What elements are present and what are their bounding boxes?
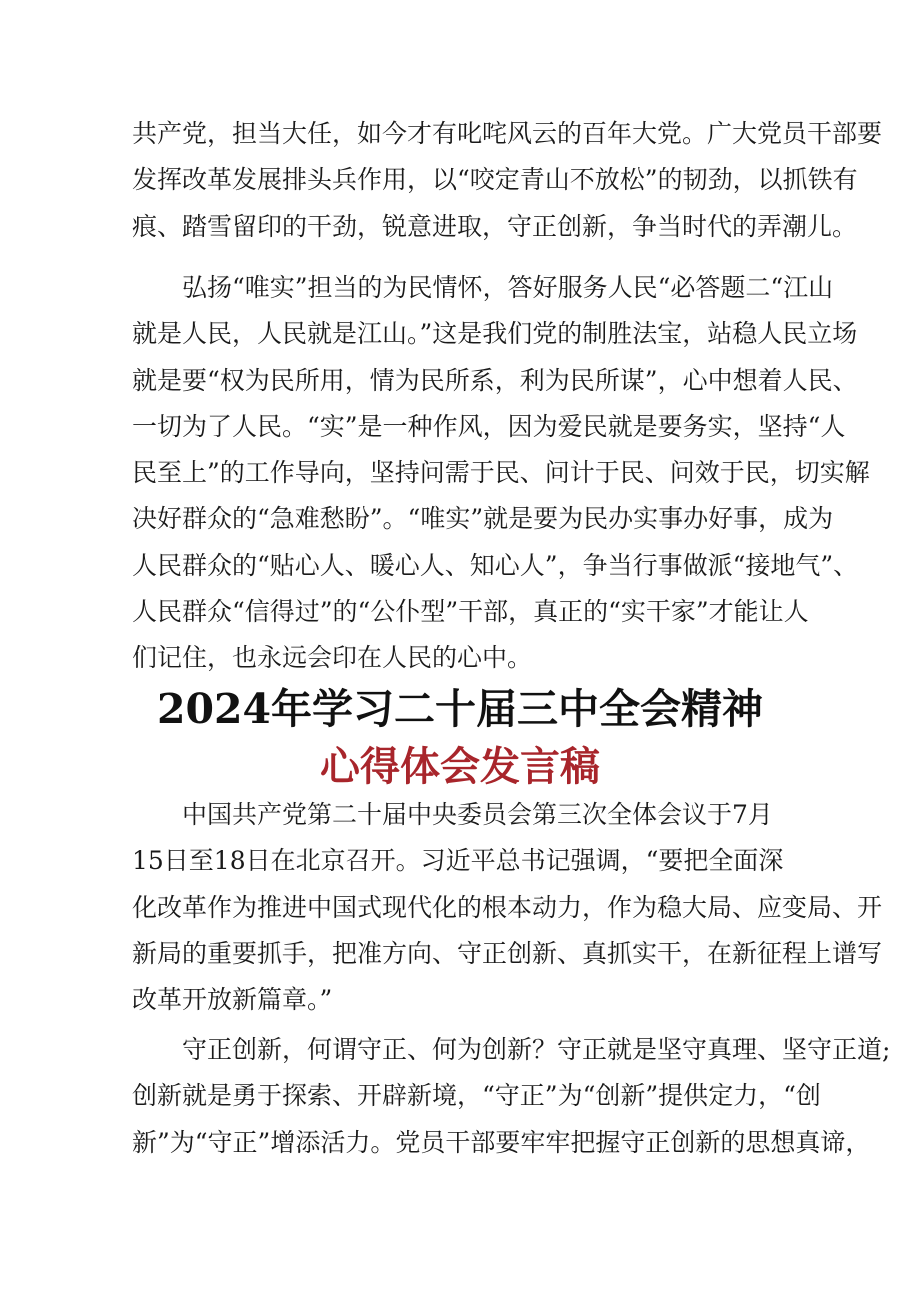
text-line: 发挥改革发展排头兵作用，以“咬定青山不放松”的韧劲，以抓铁有 bbox=[132, 165, 858, 195]
paragraph-1 bbox=[132, 111, 883, 250]
text-line: 共产党，担当大任，如今才有叱咤风云的百年大党。广大党员干部要 bbox=[132, 119, 883, 148]
text-line: 新”为“守正”增添活力。党员干部要牢牢把握守正创新的思想真谛， bbox=[132, 1127, 871, 1157]
text-line: 化改革作为推进中国式现代化的根本动力，作为稳大局、应变局、开 bbox=[132, 892, 883, 922]
text-line: 民至上”的工作导向，坚持问需于民、问计于民、问效于民，切实解 bbox=[132, 458, 870, 488]
text-line: 新局的重要抓手，把准方向、守正创新、真抓实干，在新征程上谱写 bbox=[132, 938, 883, 968]
text-line: 决好群众的“急难愁盼”。“唯实”就是要为民办实事办好事，成为 bbox=[132, 504, 834, 534]
text-line: 人民群众“信得过”的“公仆型”干部，真正的“实干家”才能让人 bbox=[132, 597, 809, 627]
text-line: 痕、踏雪留印的干劲，锐意进取，守正创新，争当时代的弄潮儿。 bbox=[132, 211, 858, 241]
document-title: 2024年学习二十届三中全会精神 bbox=[156, 685, 764, 733]
text-line: 就是人民，人民就是江山。”这是我们党的制胜法宝，站稳人民立场 bbox=[132, 319, 858, 349]
paragraph-3 bbox=[132, 792, 883, 1023]
text-line: 一切为了人民。“实”是一种作风，因为爱民就是要务实，坚持“人 bbox=[132, 411, 846, 441]
text-line: 就是要“权为民所用，情为民所系，利为民所谋”，心中想着人民、 bbox=[132, 365, 858, 395]
text-line: 们记住，也永远会印在人民的心中。 bbox=[132, 643, 533, 673]
paragraph-2 bbox=[132, 265, 870, 682]
document-subtitle: 心得体会发言稿 bbox=[320, 743, 600, 790]
text-line: 人民群众的“贴心人、暖心人、知心人”，争当行事做派“接地气”、 bbox=[132, 550, 859, 580]
text-line: 创新就是勇于探索、开辟新境，“守正”为“创新”提供定力，“创 bbox=[132, 1081, 821, 1111]
text-line: 弘扬“唯实”担当的为民情怀，答好服务人民“必答题二“江山 bbox=[182, 273, 834, 302]
text-line: 15日至18日在北京召开。习近平总书记强调，“要把全面深 bbox=[132, 846, 784, 876]
paragraph-4 bbox=[132, 1027, 891, 1166]
text-line: 中国共产党第二十届中央委员会第三次全体会议于7月 bbox=[182, 800, 773, 829]
text-line: 改革开放新篇章。” bbox=[132, 985, 333, 1015]
text-line: 守正创新，何谓守正、何为创新？守正就是坚守真理、坚守正道; bbox=[182, 1035, 891, 1064]
